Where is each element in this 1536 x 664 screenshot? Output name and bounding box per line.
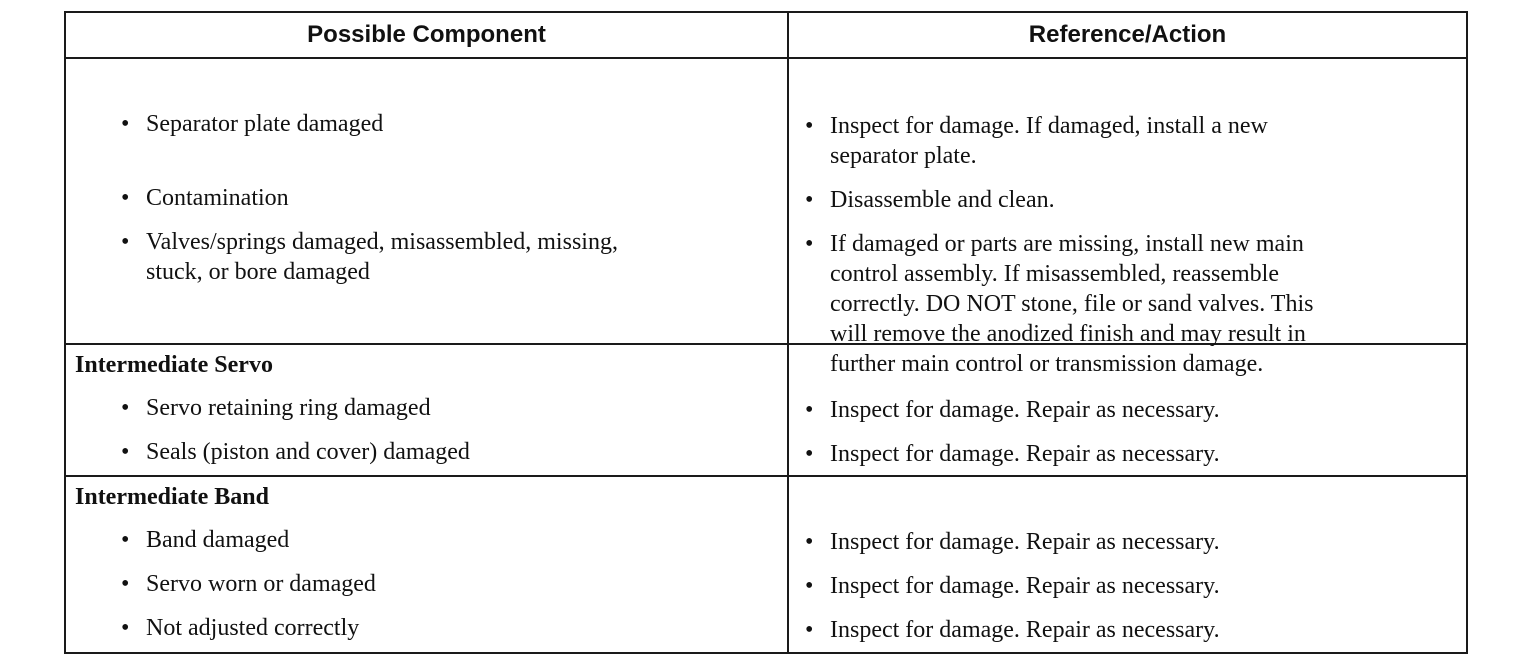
- list-item: [121, 525, 289, 555]
- action-cell: [789, 59, 1466, 377]
- section-title: Intermediate Servo: [75, 352, 273, 378]
- list-item: [805, 527, 1220, 557]
- bullet-icon: •: [121, 229, 130, 255]
- action-text: Inspect for damage. Repair as necessary.: [830, 573, 1220, 599]
- bullet-icon: •: [805, 113, 814, 139]
- bullet-icon: •: [121, 527, 130, 553]
- component-text: Valves/springs damaged, misassembled, missing,: [146, 229, 618, 255]
- bullet-icon: •: [121, 439, 130, 465]
- bullet-icon: •: [121, 185, 130, 211]
- list-item: [805, 571, 1220, 601]
- bullet-icon: •: [805, 187, 814, 213]
- action-text: Inspect for damage. Repair as necessary.: [830, 529, 1220, 555]
- component-text: Separator plate damaged: [146, 111, 384, 137]
- table-section-intermediate-band: [66, 477, 1466, 652]
- section-title: Intermediate Band: [75, 484, 269, 510]
- bullet-icon: •: [805, 397, 814, 423]
- action-cell: [789, 345, 1466, 475]
- component-cell: [66, 477, 789, 652]
- bullet-icon: •: [805, 573, 814, 599]
- bullet-icon: •: [121, 615, 130, 641]
- bullet-icon: •: [805, 617, 814, 643]
- action-text: will remove the anodized finish and may result in: [830, 321, 1306, 347]
- action-text: Inspect for damage. Repair as necessary.: [830, 441, 1220, 467]
- list-item: [805, 111, 1268, 171]
- bullet-icon: •: [121, 571, 130, 597]
- component-text: Seals (piston and cover) damaged: [146, 439, 470, 465]
- action-text: correctly. DO NOT stone, file or sand valves. This: [830, 291, 1314, 317]
- component-text: Not adjusted correctly: [146, 615, 360, 641]
- list-item: [805, 185, 1055, 215]
- bullet-icon: •: [805, 441, 814, 467]
- bullet-icon: •: [121, 395, 130, 421]
- bullet-icon: •: [805, 231, 814, 257]
- header-reference-action: Reference/Action: [1028, 21, 1227, 48]
- bullet-icon: •: [805, 529, 814, 555]
- action-text: control assembly. If misassembled, reassemble: [830, 261, 1279, 287]
- list-item: [121, 613, 359, 643]
- component-text: Servo retaining ring damaged: [146, 395, 431, 421]
- component-cell: [66, 59, 789, 343]
- action-text: separator plate.: [830, 143, 977, 169]
- list-item: [121, 109, 383, 139]
- list-item: [805, 395, 1220, 425]
- list-item: [121, 183, 289, 213]
- action-text: If damaged or parts are missing, install new main: [830, 231, 1304, 257]
- list-item: [121, 393, 431, 423]
- list-item: [121, 227, 618, 287]
- action-text: Disassemble and clean.: [830, 187, 1055, 213]
- component-text: Servo worn or damaged: [146, 571, 376, 597]
- list-item: [121, 569, 376, 599]
- action-text: Inspect for damage. Repair as necessary.: [830, 397, 1220, 423]
- component-text: Band damaged: [146, 527, 290, 553]
- list-item: [805, 615, 1220, 645]
- table-header-row: [66, 13, 1466, 59]
- component-text: stuck, or bore damaged: [146, 259, 370, 285]
- table-section-intermediate-servo: [66, 345, 1466, 477]
- bullet-icon: •: [121, 111, 130, 137]
- troubleshooting-table: [64, 11, 1468, 654]
- action-text: Inspect for damage. Repair as necessary.: [830, 617, 1220, 643]
- list-item: [121, 437, 470, 467]
- action-text: further main control or transmission damage.: [830, 351, 1264, 377]
- component-cell: [66, 345, 789, 475]
- list-item: [805, 439, 1220, 469]
- action-cell: [789, 477, 1466, 652]
- component-text: Contamination: [146, 185, 289, 211]
- header-possible-component: Possible Component: [66, 13, 789, 57]
- action-text: Inspect for damage. If damaged, install a new: [830, 113, 1268, 139]
